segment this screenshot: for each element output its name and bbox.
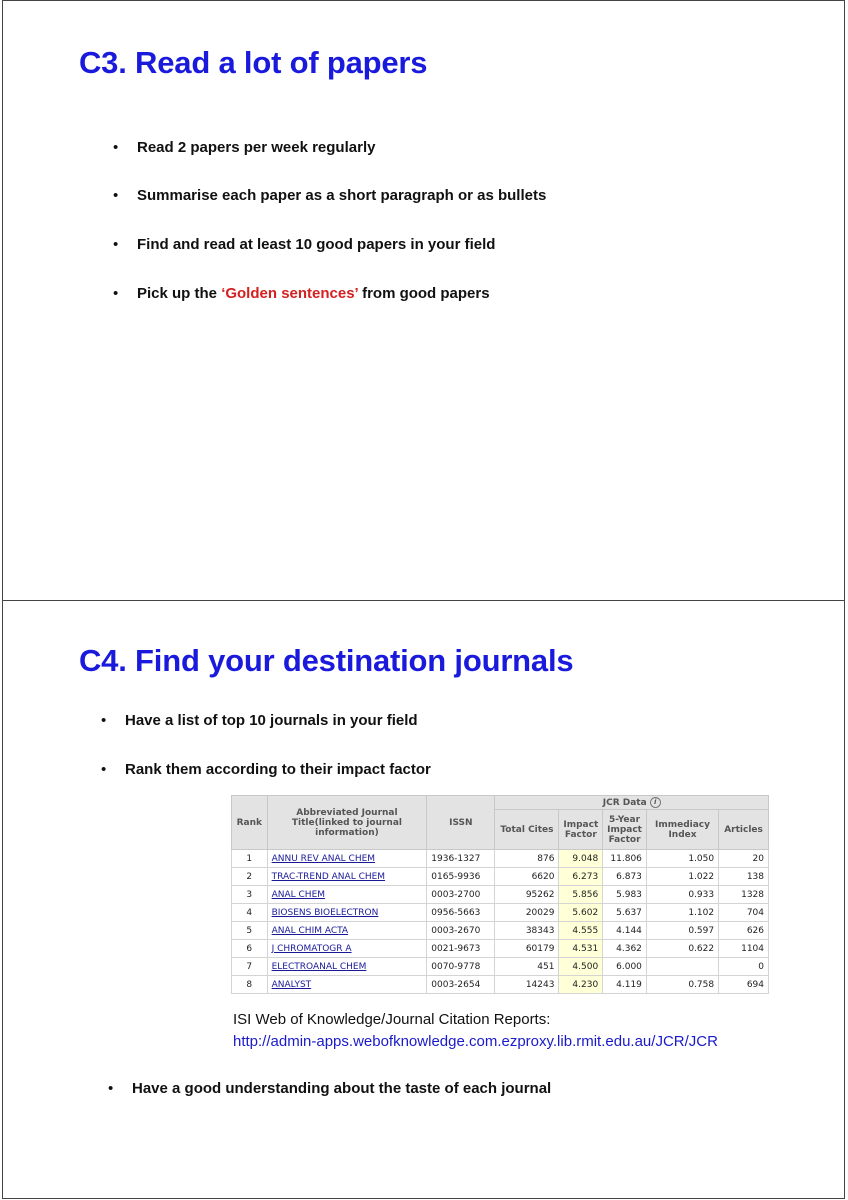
bullet-item: • Pick up the ‘Golden sentences’ from good papers (113, 285, 490, 302)
issn-cell: 0003-2654 (427, 976, 495, 994)
impact-factor-cell: 9.048 (559, 850, 603, 868)
slide-title: C3. Read a lot of papers (79, 45, 428, 80)
issn-cell: 0003-2670 (427, 922, 495, 940)
col-total-cites: Total Cites (495, 810, 559, 850)
journal-title-link[interactable] (267, 922, 427, 940)
bullet-item: • Have a list of top 10 journals in your field (101, 712, 418, 729)
articles-cell: 138 (719, 868, 769, 886)
impact-factor-cell: 4.230 (559, 976, 603, 994)
table-row (232, 922, 769, 940)
five-year-if-cell: 4.144 (603, 922, 647, 940)
table-row (232, 976, 769, 994)
jcr-data-group-header: JCR Data i (495, 796, 769, 810)
articles-cell: 704 (719, 904, 769, 922)
issn-cell: 0165-9936 (427, 868, 495, 886)
impact-factor-cell: 5.602 (559, 904, 603, 922)
total-cites-cell: 6620 (495, 868, 559, 886)
rank-cell: 2 (232, 868, 268, 886)
journal-link[interactable]: BIOSENS BIOELECTRON (271, 907, 379, 918)
slide-c4 (2, 600, 845, 1199)
table-row (232, 958, 769, 976)
immediacy-cell: 1.022 (646, 868, 718, 886)
golden-sentences-highlight: ‘Golden sentences’ (221, 285, 358, 302)
jcr-table-screenshot (231, 795, 769, 993)
total-cites-cell: 60179 (495, 940, 559, 958)
journal-link[interactable]: ANALYST (271, 979, 312, 990)
issn-cell: 0070-9778 (427, 958, 495, 976)
col-rank: Rank (232, 796, 268, 850)
immediacy-cell: 1.050 (646, 850, 718, 868)
source-link[interactable]: http://admin-apps.webofknowledge.com.ezproxy.lib.rmit.edu.au/JCR/JCR (233, 1033, 718, 1050)
col-title: Abbreviated Journal Title(linked to journal information) (267, 796, 427, 850)
journal-link[interactable]: ANAL CHEM (271, 889, 326, 900)
col-immediacy: Immediacy Index (646, 810, 718, 850)
rank-cell: 6 (232, 940, 268, 958)
articles-cell: 20 (719, 850, 769, 868)
info-icon[interactable]: i (650, 797, 661, 808)
immediacy-cell (646, 958, 718, 976)
bullet-item: • Find and read at least 10 good papers in your field (113, 236, 496, 253)
total-cites-cell: 38343 (495, 922, 559, 940)
journal-link[interactable]: TRAC-TREND ANAL CHEM (271, 871, 386, 882)
col-articles: Articles (719, 810, 769, 850)
jcr-table (231, 795, 769, 994)
total-cites-cell: 876 (495, 850, 559, 868)
five-year-if-cell: 4.119 (603, 976, 647, 994)
journal-title-link[interactable] (267, 958, 427, 976)
issn-cell: 1936-1327 (427, 850, 495, 868)
rank-cell: 5 (232, 922, 268, 940)
rank-cell: 8 (232, 976, 268, 994)
total-cites-cell: 451 (495, 958, 559, 976)
impact-factor-cell: 4.500 (559, 958, 603, 976)
bullet-item: • Have a good understanding about the taste of each journal (108, 1080, 552, 1097)
immediacy-cell: 0.758 (646, 976, 718, 994)
five-year-if-cell: 6.000 (603, 958, 647, 976)
journal-title-link[interactable] (267, 850, 427, 868)
table-row (232, 868, 769, 886)
col-impact-factor: Impact Factor (559, 810, 603, 850)
slide-title: C4. Find your destination journals (79, 643, 574, 678)
rank-cell: 1 (232, 850, 268, 868)
journal-link[interactable]: ANNU REV ANAL CHEM (271, 853, 376, 864)
journal-link[interactable]: ELECTROANAL CHEM (271, 961, 367, 972)
journal-link[interactable]: ANAL CHIM ACTA (271, 925, 349, 936)
journal-title-link[interactable] (267, 904, 427, 922)
rank-cell: 7 (232, 958, 268, 976)
articles-cell: 694 (719, 976, 769, 994)
total-cites-cell: 95262 (495, 886, 559, 904)
immediacy-cell: 0.597 (646, 922, 718, 940)
immediacy-cell: 1.102 (646, 904, 718, 922)
articles-cell: 1328 (719, 886, 769, 904)
total-cites-cell: 14243 (495, 976, 559, 994)
impact-factor-cell: 5.856 (559, 886, 603, 904)
col-issn: ISSN (427, 796, 495, 850)
articles-cell: 626 (719, 922, 769, 940)
immediacy-cell: 0.933 (646, 886, 718, 904)
articles-cell: 1104 (719, 940, 769, 958)
journal-link[interactable]: J CHROMATOGR A (271, 943, 352, 954)
jcr-table-body (232, 850, 769, 994)
five-year-if-cell: 5.637 (603, 904, 647, 922)
impact-factor-cell: 4.531 (559, 940, 603, 958)
five-year-if-cell: 11.806 (603, 850, 647, 868)
table-row (232, 886, 769, 904)
total-cites-cell: 20029 (495, 904, 559, 922)
five-year-if-cell: 6.873 (603, 868, 647, 886)
slide-c3 (2, 0, 845, 601)
table-row (232, 940, 769, 958)
bullet-item: • Rank them according to their impact factor (101, 761, 431, 778)
issn-cell: 0003-2700 (427, 886, 495, 904)
issn-cell: 0956-5663 (427, 904, 495, 922)
five-year-if-cell: 5.983 (603, 886, 647, 904)
five-year-if-cell: 4.362 (603, 940, 647, 958)
journal-title-link[interactable] (267, 940, 427, 958)
rank-cell: 3 (232, 886, 268, 904)
impact-factor-cell: 4.555 (559, 922, 603, 940)
journal-title-link[interactable] (267, 868, 427, 886)
table-row (232, 850, 769, 868)
journal-title-link[interactable] (267, 886, 427, 904)
articles-cell: 0 (719, 958, 769, 976)
source-caption: ISI Web of Knowledge/Journal Citation Reports: (233, 1011, 551, 1028)
bullet-item: • Read 2 papers per week regularly (113, 139, 376, 156)
bullet-item: • Summarise each paper as a short paragraph or as bullets (113, 187, 547, 204)
col-five-year-if: 5-Year Impact Factor (603, 810, 647, 850)
immediacy-cell: 0.622 (646, 940, 718, 958)
issn-cell: 0021-9673 (427, 940, 495, 958)
impact-factor-cell: 6.273 (559, 868, 603, 886)
table-row (232, 904, 769, 922)
journal-title-link[interactable] (267, 976, 427, 994)
rank-cell: 4 (232, 904, 268, 922)
